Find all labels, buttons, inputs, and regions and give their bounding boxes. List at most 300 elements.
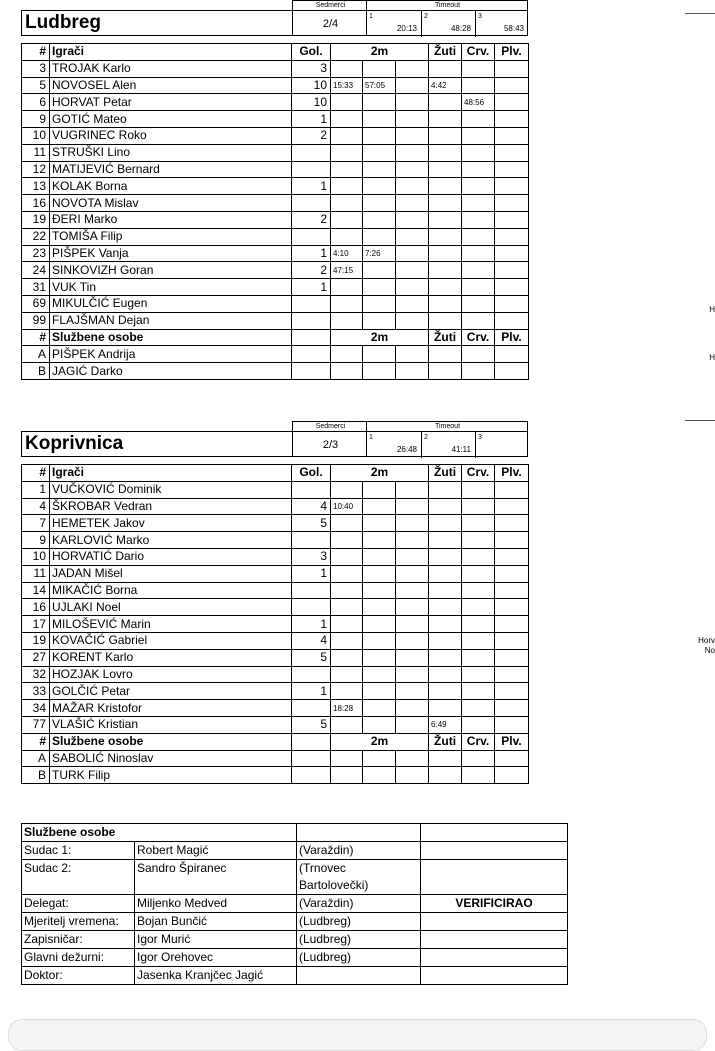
table-cell [396,279,429,296]
table-cell [363,262,396,279]
table-cell: # [22,44,50,61]
table-cell [429,111,462,128]
table-cell [396,127,429,144]
table-cell [421,860,568,895]
table-cell [396,295,429,312]
table-cell [429,279,462,296]
table-cell: Crv. [462,44,495,61]
table-cell: Crv. [462,733,495,750]
table-cell [495,211,529,228]
table-cell [396,632,429,649]
table-cell [396,532,429,549]
table-cell [331,94,363,111]
table-cell [429,127,462,144]
table-cell: (Ludbreg) [297,931,421,949]
table-cell: Miljenko Medved [135,895,297,913]
table-cell: Plv. [495,44,529,61]
timeout-number: 3 [478,13,482,20]
table-cell [462,245,495,262]
table-cell [495,767,529,784]
table-cell [462,548,495,565]
table-cell [462,228,495,245]
table-cell: Gol. [292,44,331,61]
team-name-box [21,431,292,457]
table-cell: UJLAKI Noel [50,599,292,616]
table-cell: Službene osobe [50,329,292,346]
table-cell [495,649,529,666]
table-cell: 4 [292,498,331,515]
table-cell [331,750,363,767]
table-cell: VUK Tin [50,279,292,296]
table-cell: 9 [22,532,50,549]
table-cell: TOMIŠA Filip [50,228,292,245]
table-cell: 7:26 [363,245,396,262]
table-cell: ĐERI Marko [50,211,292,228]
edge-text: Horv [698,636,715,645]
table-cell [462,346,495,363]
table-cell [297,967,421,985]
table-cell [363,127,396,144]
table-cell [292,363,331,380]
table-row [22,94,529,111]
table-row [22,649,529,666]
table-cell: Igor Orehovec [135,949,297,967]
table-cell [462,599,495,616]
table-cell: Mjeritelj vremena: [22,913,135,931]
table-cell: 4 [22,498,50,515]
sedmerci-label: Sedmerci [293,422,368,432]
table-cell [421,913,568,931]
table-cell [495,532,529,549]
table-cell [331,716,363,733]
table-cell [331,127,363,144]
table-cell [462,312,495,329]
table-cell [495,481,529,498]
timeout-number: 1 [369,434,373,441]
table-cell [429,515,462,532]
table-cell: ŠKROBAR Vedran [50,498,292,515]
table-cell: 19 [22,211,50,228]
table-cell [363,60,396,77]
table-cell [363,481,396,498]
table-cell [292,228,331,245]
table-cell: Igrači [50,44,292,61]
table-cell [331,565,363,582]
table-cell: 24 [22,262,50,279]
table-cell [462,582,495,599]
table-cell [429,565,462,582]
team-header [21,0,528,36]
table-cell: 12 [22,161,50,178]
table-cell [429,295,462,312]
official-row [22,949,568,967]
table-cell: (Trnovec Bartolovečki) [297,860,421,895]
table-cell: 16 [22,599,50,616]
table-cell [429,498,462,515]
table-cell [363,195,396,212]
table-cell: NOVOTA Mislav [50,195,292,212]
table-cell: 5 [292,716,331,733]
table-cell [495,245,529,262]
table-cell [429,211,462,228]
sedmerci-box [292,0,367,36]
table-cell: B [22,767,50,784]
table-row [22,195,529,212]
table-row [22,127,529,144]
table-cell: 3 [292,548,331,565]
table-cell [331,312,363,329]
edge-divider [685,13,715,14]
table-row [22,666,529,683]
table-cell [462,515,495,532]
table-cell [363,666,396,683]
table-header-row [22,44,529,61]
table-cell [495,77,529,94]
table-cell [462,700,495,717]
table-cell: 3 [292,60,331,77]
timeout-time: 58:43 [503,24,524,33]
table-cell: KORENT Karlo [50,649,292,666]
table-cell: 2 [292,127,331,144]
table-cell [462,632,495,649]
table-cell: # [22,465,50,482]
table-cell: Doktor: [22,967,135,985]
timeout-time: 26:48 [396,445,417,454]
table-cell [429,178,462,195]
table-cell: MIKAČIĆ Borna [50,582,292,599]
table-cell [292,700,331,717]
table-cell: 11 [22,144,50,161]
table-cell [292,767,331,784]
table-cell [363,312,396,329]
table-cell: A [22,750,50,767]
table-cell [429,195,462,212]
table-cell: Bojan Bunčić [135,913,297,931]
table-cell: 1 [22,481,50,498]
table-cell: 77 [22,716,50,733]
table-cell: 10 [292,77,331,94]
table-cell [363,565,396,582]
table-cell [429,666,462,683]
table-cell [363,683,396,700]
table-cell [363,295,396,312]
table-cell [429,767,462,784]
table-cell [495,295,529,312]
table-cell [421,967,568,985]
table-header-row [22,329,529,346]
table-row [22,599,529,616]
table-cell: 19 [22,632,50,649]
table-cell [363,363,396,380]
table-cell [429,632,462,649]
table-cell [292,312,331,329]
table-row [22,161,529,178]
table-cell [429,532,462,549]
officials-section [21,823,567,985]
timeout-time: 20:13 [396,24,417,33]
table-cell [331,144,363,161]
table-cell: 48:56 [462,94,495,111]
table-cell: 1 [292,565,331,582]
table-cell [363,616,396,633]
table-row [22,700,529,717]
edge-text: No [704,646,715,655]
table-cell: 1 [292,683,331,700]
edge-text: H [709,353,715,362]
table-cell [363,346,396,363]
table-cell [429,700,462,717]
table-cell: 33 [22,683,50,700]
table-cell [429,144,462,161]
table-cell [462,616,495,633]
table-cell [495,60,529,77]
table-cell: MILOŠEVIĆ Marin [50,616,292,633]
table-cell [421,949,568,967]
table-cell [396,94,429,111]
edge-divider [685,420,715,421]
table-cell [429,262,462,279]
table-cell [462,111,495,128]
table-cell [429,582,462,599]
table-cell [462,666,495,683]
team-name: Ludbreg [25,12,101,33]
table-cell [396,245,429,262]
table-cell: 4:42 [429,77,462,94]
table-cell [462,279,495,296]
table-cell [396,161,429,178]
table-cell: KOLAK Borna [50,178,292,195]
officials-table [21,823,568,985]
table-cell [495,94,529,111]
table-cell [331,111,363,128]
timeout-number: 1 [369,13,373,20]
table-cell: 1 [292,279,331,296]
table-cell [462,498,495,515]
table-cell [292,582,331,599]
table-cell [331,211,363,228]
table-cell [331,632,363,649]
table-cell: 47:15 [331,262,363,279]
timeout-cell [421,432,475,458]
table-row [22,60,529,77]
table-cell [363,632,396,649]
official-row [22,967,568,985]
table-cell [495,750,529,767]
table-cell: MIKULČIĆ Eugen [50,295,292,312]
table-cell [495,346,529,363]
table-cell: Igor Murić [135,931,297,949]
table-cell: NOVOSEL Alen [50,77,292,94]
table-cell [396,750,429,767]
table-cell: Žuti [429,329,462,346]
table-cell: 6:49 [429,716,462,733]
table-cell [462,161,495,178]
team-name: Koprivnica [25,433,124,454]
table-cell [396,363,429,380]
table-cell: 1 [292,178,331,195]
table-cell: PIŠPEK Andrija [50,346,292,363]
table-cell: HEMETEK Jakov [50,515,292,532]
table-cell: HORVATIĆ Dario [50,548,292,565]
table-cell: # [22,329,50,346]
table-cell: # [22,733,50,750]
table-cell [363,532,396,549]
table-cell [331,481,363,498]
table-cell [495,127,529,144]
table-cell [495,498,529,515]
table-row [22,632,529,649]
table-cell [396,767,429,784]
table-cell [396,666,429,683]
table-row [22,498,529,515]
table-cell [396,599,429,616]
table-cell [462,77,495,94]
table-cell: 5 [292,515,331,532]
table-cell [429,548,462,565]
table-cell [462,195,495,212]
timeout-number: 2 [424,434,428,441]
table-cell: 2m [331,44,429,61]
table-cell: Delegat: [22,895,135,913]
team-name-box [21,10,292,36]
table-cell [292,733,331,750]
timeout-number: 3 [478,434,482,441]
table-cell [495,548,529,565]
table-cell [429,245,462,262]
table-cell [462,532,495,549]
table-cell [396,548,429,565]
bottom-bar [8,1019,707,1051]
table-cell [396,498,429,515]
table-cell: JAGIĆ Darko [50,363,292,380]
timeout-cell [367,432,421,458]
table-cell: 5 [292,649,331,666]
table-cell [331,228,363,245]
table-cell: 10 [22,548,50,565]
table-cell: 18:28 [331,700,363,717]
table-cell [396,582,429,599]
table-cell [462,211,495,228]
table-cell [495,262,529,279]
table-row [22,245,529,262]
table-cell: 4 [292,632,331,649]
table-cell [429,649,462,666]
table-cell: 32 [22,666,50,683]
table-cell [363,144,396,161]
table-cell: 2m [331,733,429,750]
table-cell [462,716,495,733]
table-cell: 2m [331,329,429,346]
table-cell: 9 [22,111,50,128]
table-cell [495,228,529,245]
table-cell [462,363,495,380]
table-cell [462,481,495,498]
table-cell: VUGRINEC Roko [50,127,292,144]
timeout-label: Timeout [367,1,528,11]
timeout-cell [475,432,528,458]
table-cell [429,228,462,245]
table-cell [462,262,495,279]
table-cell [495,161,529,178]
sedmerci-value: 2/3 [322,439,339,451]
table-cell [429,161,462,178]
table-cell [396,144,429,161]
sedmerci-box [292,421,367,457]
official-row [22,860,568,895]
table-cell [429,616,462,633]
table-cell [495,700,529,717]
table-cell [429,94,462,111]
table-header-row [22,733,529,750]
table-cell: 57:05 [363,77,396,94]
table-row [22,228,529,245]
table-row [22,178,529,195]
table-cell [331,582,363,599]
table-cell: Sandro Špiranec [135,860,297,895]
table-cell: (Ludbreg) [297,913,421,931]
table-cell: Jasenka Kranjčec Jagić [135,967,297,985]
timeout-cell [367,11,421,37]
table-cell: 2 [292,262,331,279]
table-cell: 13 [22,178,50,195]
table-cell [331,295,363,312]
table-cell [292,329,331,346]
timeout-box [367,0,528,36]
table-cell [363,515,396,532]
sedmerci-value: 2/4 [322,18,339,30]
table-cell [462,565,495,582]
table-cell: KOVAČIĆ Gabriel [50,632,292,649]
table-cell [495,363,529,380]
table-cell [331,60,363,77]
table-cell [495,312,529,329]
timeout-time: 48:28 [450,24,471,33]
table-cell [396,77,429,94]
table-row [22,716,529,733]
table-cell: Plv. [495,465,529,482]
table-cell [331,767,363,784]
table-cell: VERIFICIRAO [421,895,568,913]
table-cell [421,842,568,860]
table-row [22,616,529,633]
table-cell [292,144,331,161]
table-cell [363,700,396,717]
table-cell [363,498,396,515]
table-cell [429,481,462,498]
table-cell [396,346,429,363]
table-cell: Crv. [462,329,495,346]
table-cell: 1 [292,111,331,128]
table-row [22,750,529,767]
table-cell: VUČKOVIĆ Dominik [50,481,292,498]
table-cell [396,312,429,329]
table-row [22,481,529,498]
table-cell [396,195,429,212]
table-row [22,77,529,94]
table-cell: (Varaždin) [297,842,421,860]
edge-text: H [709,305,715,314]
table-cell: 2 [292,211,331,228]
table-cell: 2m [331,465,429,482]
table-row [22,565,529,582]
table-cell [363,94,396,111]
table-cell [495,144,529,161]
table-cell: STRUŠKI Lino [50,144,292,161]
table-cell: GOTIĆ Mateo [50,111,292,128]
table-cell [462,750,495,767]
table-cell: Žuti [429,465,462,482]
table-cell [363,178,396,195]
